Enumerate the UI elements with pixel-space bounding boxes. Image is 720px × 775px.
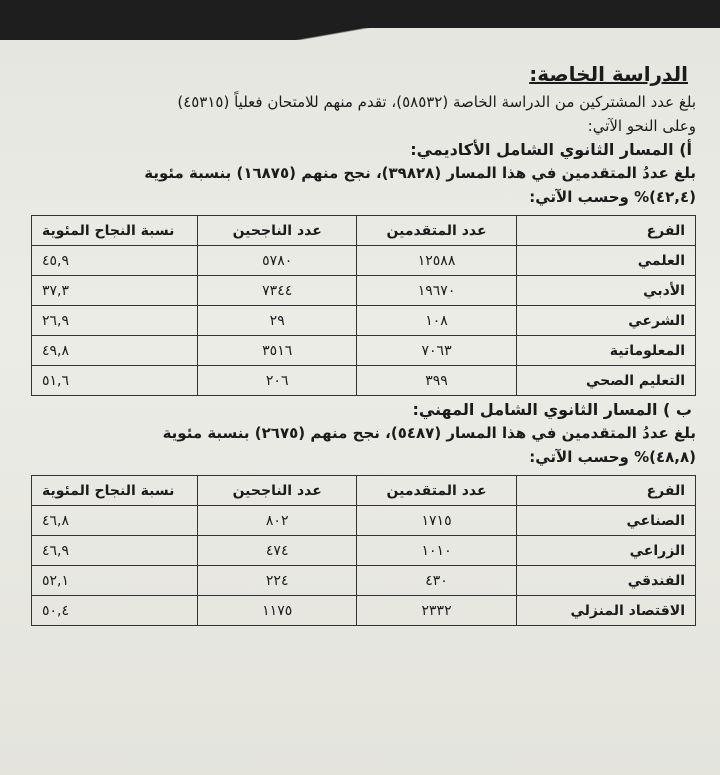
header-applicants: عدد المتقدمين [357, 476, 516, 506]
header-pass-rate: نسبة النجاح المئوية [32, 476, 198, 506]
cell-branch: الزراعي [516, 536, 695, 566]
cell-applicants: ٣٩٩ [357, 366, 516, 396]
table-row [32, 566, 696, 596]
header-branch: الفرع [516, 216, 695, 246]
cell-pass-rate: ٣٧,٣ [32, 276, 198, 306]
header-pass-rate: نسبة النجاح المئوية [32, 216, 198, 246]
cell-branch: الاقتصاد المنزلي [516, 596, 695, 626]
part-a-text-cont: (٤٢,٤)% وحسب الآتي: [529, 188, 696, 206]
part-a-text: بلغ عددُ المتقدمين في هذا المسار (٣٩٨٢٨)، نجح منهم (١٦٨٧٥) بنسبة مئوية [144, 164, 696, 182]
cell-applicants: ١٧١٥ [357, 506, 516, 536]
cell-applicants: ١٠١٠ [357, 536, 516, 566]
header-passed: عدد الناجحين [198, 476, 357, 506]
table-row [32, 276, 696, 306]
cell-branch: الفندقي [516, 566, 695, 596]
intro-text: بلغ عدد المشتركين من الدراسة الخاصة (٥٨٥٣٢)، تقدم منهم للامتحان فعلياً (٤٥٣١٥) [177, 93, 696, 111]
cell-passed: ٣٥١٦ [198, 336, 357, 366]
cell-applicants: ١٢٥٨٨ [357, 246, 516, 276]
table-row [32, 306, 696, 336]
vocational-track-table [31, 475, 696, 626]
part-a-heading: أ) المسار الثانوي الشامل الأكاديمي: [410, 140, 692, 159]
table-row [32, 536, 696, 566]
cell-passed: ٢٠٦ [198, 366, 357, 396]
part-b-heading: ب ) المسار الثانوي الشامل المهني: [412, 400, 692, 419]
table-row [32, 596, 696, 626]
cell-passed: ٨٠٢ [198, 506, 357, 536]
cell-applicants: ٢٣٣٢ [357, 596, 516, 626]
cell-applicants: ١٩٦٧٠ [357, 276, 516, 306]
table-row [32, 336, 696, 366]
table-header-row [32, 216, 696, 246]
cell-passed: ٥٧٨٠ [198, 246, 357, 276]
part-b-text: بلغ عددُ المتقدمين في هذا المسار (٥٤٨٧)، نجح منهم (٢٦٧٥) بنسبة مئوية [162, 424, 696, 442]
header-passed: عدد الناجحين [198, 216, 357, 246]
table-row [32, 506, 696, 536]
cell-passed: ٢٩ [198, 306, 357, 336]
academic-track-table [31, 215, 696, 396]
cell-branch: الشرعي [516, 306, 695, 336]
cell-branch: التعليم الصحي [516, 366, 695, 396]
part-b-text-cont: (٤٨,٨)% وحسب الآتي: [529, 448, 696, 466]
table-header-row [32, 476, 696, 506]
cell-passed: ٤٧٤ [198, 536, 357, 566]
cell-applicants: ١٠٨ [357, 306, 516, 336]
cell-pass-rate: ٤٦,٩ [32, 536, 198, 566]
document-page [0, 28, 720, 775]
header-applicants: عدد المتقدمين [357, 216, 516, 246]
cell-passed: ٧٣٤٤ [198, 276, 357, 306]
cell-pass-rate: ٢٦,٩ [32, 306, 198, 336]
intro-text-cont: وعلى النحو الآتي: [587, 117, 696, 135]
cell-branch: العلمي [516, 246, 695, 276]
cell-applicants: ٤٣٠ [357, 566, 516, 596]
cell-passed: ٢٢٤ [198, 566, 357, 596]
cell-branch: الصناعي [516, 506, 695, 536]
cell-branch: المعلوماتية [516, 336, 695, 366]
cell-passed: ١١٧٥ [198, 596, 357, 626]
cell-branch: الأدبي [516, 276, 695, 306]
cell-pass-rate: ٤٥,٩ [32, 246, 198, 276]
cell-pass-rate: ٤٩,٨ [32, 336, 198, 366]
cell-pass-rate: ٥٢,١ [32, 566, 198, 596]
section-title: الدراسة الخاصة: [529, 62, 688, 86]
table-row [32, 366, 696, 396]
table-row [32, 246, 696, 276]
cell-pass-rate: ٥٠,٤ [32, 596, 198, 626]
cell-applicants: ٧٠٦٣ [357, 336, 516, 366]
header-branch: الفرع [516, 476, 695, 506]
cell-pass-rate: ٥١,٦ [32, 366, 198, 396]
cell-pass-rate: ٤٦,٨ [32, 506, 198, 536]
